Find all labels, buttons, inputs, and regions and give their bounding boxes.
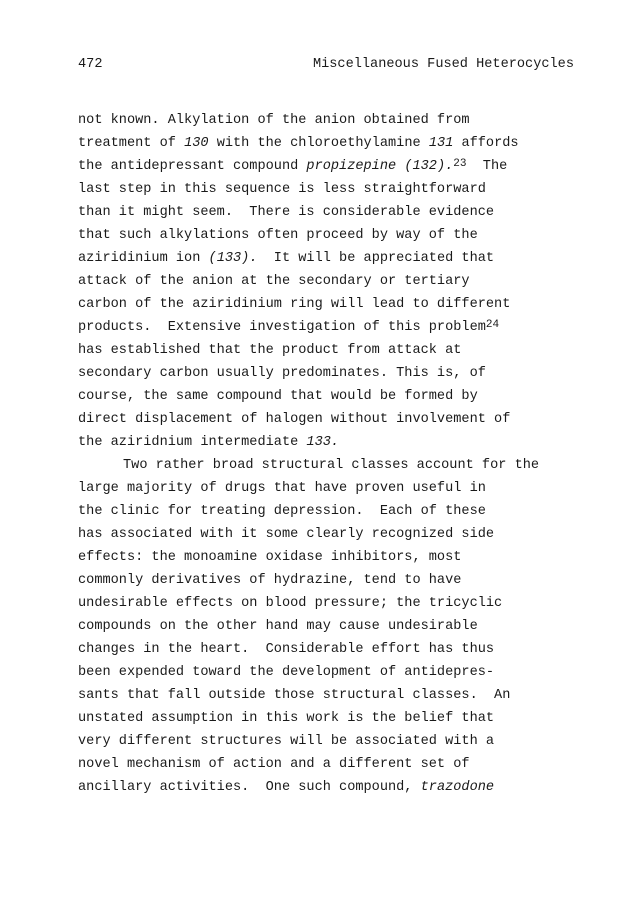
text-line	[78, 477, 598, 500]
text-run: products. Extensive investigation of this problem	[78, 320, 486, 335]
text-line	[78, 454, 598, 477]
text-line	[78, 546, 598, 569]
text-run: undesirable effects on blood pressure; the tricyclic	[78, 596, 503, 611]
text-run: unstated assumption in this work is the belief that	[78, 711, 495, 726]
text-line	[78, 385, 598, 408]
text-run: attack of the anion at the secondary or tertiary	[78, 274, 470, 289]
text-run: The	[466, 159, 508, 174]
text-run: the clinic for treating depression. Each of these	[78, 504, 486, 519]
page-number: 472	[78, 57, 103, 72]
text-run: not known. Alkylation of the anion obtained from	[78, 113, 470, 128]
text-run: compounds on the other hand may cause undesirable	[78, 619, 478, 634]
text-line	[78, 316, 598, 339]
text-line	[78, 109, 598, 132]
text-run: affords	[453, 136, 519, 151]
text-run: sants that fall outside those structural classes. An	[78, 688, 511, 703]
paragraph	[78, 454, 598, 799]
text-run: novel mechanism of action and a different set of	[78, 757, 470, 772]
text-run: the antidepressant compound	[78, 159, 307, 174]
italic-text: 133.	[306, 435, 340, 450]
page-header	[78, 57, 574, 77]
text-line	[78, 661, 598, 684]
text-run: large majority of drugs that have proven useful in	[78, 481, 486, 496]
text-line	[78, 592, 598, 615]
text-line	[78, 201, 598, 224]
text-line	[78, 615, 598, 638]
text-line	[78, 638, 598, 661]
text-line	[78, 270, 598, 293]
text-run: direct displacement of halogen without involvement of	[78, 412, 511, 427]
text-run: aziridinium ion	[78, 251, 209, 266]
text-run: has associated with it some clearly recognized side	[78, 527, 495, 542]
paragraph	[78, 109, 598, 454]
text-line	[78, 500, 598, 523]
text-run: very different structures will be associated with a	[78, 734, 495, 749]
text-line	[78, 224, 598, 247]
text-run: It will be appreciated that	[257, 251, 495, 266]
text-run: the aziridnium intermediate	[78, 435, 307, 450]
text-line	[78, 293, 598, 316]
reference-superscript: 23	[453, 158, 467, 170]
running-title: Miscellaneous Fused Heterocycles	[312, 57, 574, 72]
text-run: carbon of the aziridinium ring will lead to different	[78, 297, 511, 312]
text-line	[78, 431, 598, 454]
text-line	[78, 408, 598, 431]
text-line	[78, 753, 598, 776]
text-run: last step in this sequence is less straightforward	[78, 182, 486, 197]
body-text	[78, 109, 598, 799]
text-run: has established that the product from attack at	[78, 343, 462, 358]
text-run: that such alkylations often proceed by way of the	[78, 228, 478, 243]
italic-text: 130	[184, 136, 209, 151]
italic-text: (133).	[208, 251, 258, 266]
text-run: treatment of	[78, 136, 185, 151]
text-line	[78, 362, 598, 385]
text-run: been expended toward the development of antidepres-	[78, 665, 495, 680]
text-line	[78, 730, 598, 753]
text-run: with the chloroethylamine	[208, 136, 429, 151]
text-run: course, the same compound that would be formed by	[78, 389, 478, 404]
italic-text: (132).	[404, 159, 454, 174]
text-line	[78, 569, 598, 592]
italic-text: propizepine	[306, 159, 397, 174]
text-line	[78, 707, 598, 730]
text-line	[78, 523, 598, 546]
text-line	[78, 776, 598, 799]
text-run: Two rather broad structural classes account for the	[123, 458, 540, 473]
italic-text: trazodone	[420, 780, 495, 795]
text-line	[78, 178, 598, 201]
text-line	[78, 155, 598, 178]
text-run: than it might seem. There is considerable evidence	[78, 205, 495, 220]
text-line	[78, 132, 598, 155]
text-run: effects: the monoamine oxidase inhibitors, most	[78, 550, 462, 565]
italic-text: 131	[428, 136, 454, 151]
reference-superscript: 24	[485, 319, 500, 331]
text-run: changes in the heart. Considerable effort has thus	[78, 642, 495, 657]
text-line	[78, 247, 598, 270]
text-run: commonly derivatives of hydrazine, tend to have	[78, 573, 462, 588]
text-line	[78, 684, 598, 707]
text-line	[78, 339, 598, 362]
text-run: ancillary activities. One such compound,	[78, 780, 421, 795]
text-run: secondary carbon usually predominates. This is, of	[78, 366, 486, 381]
